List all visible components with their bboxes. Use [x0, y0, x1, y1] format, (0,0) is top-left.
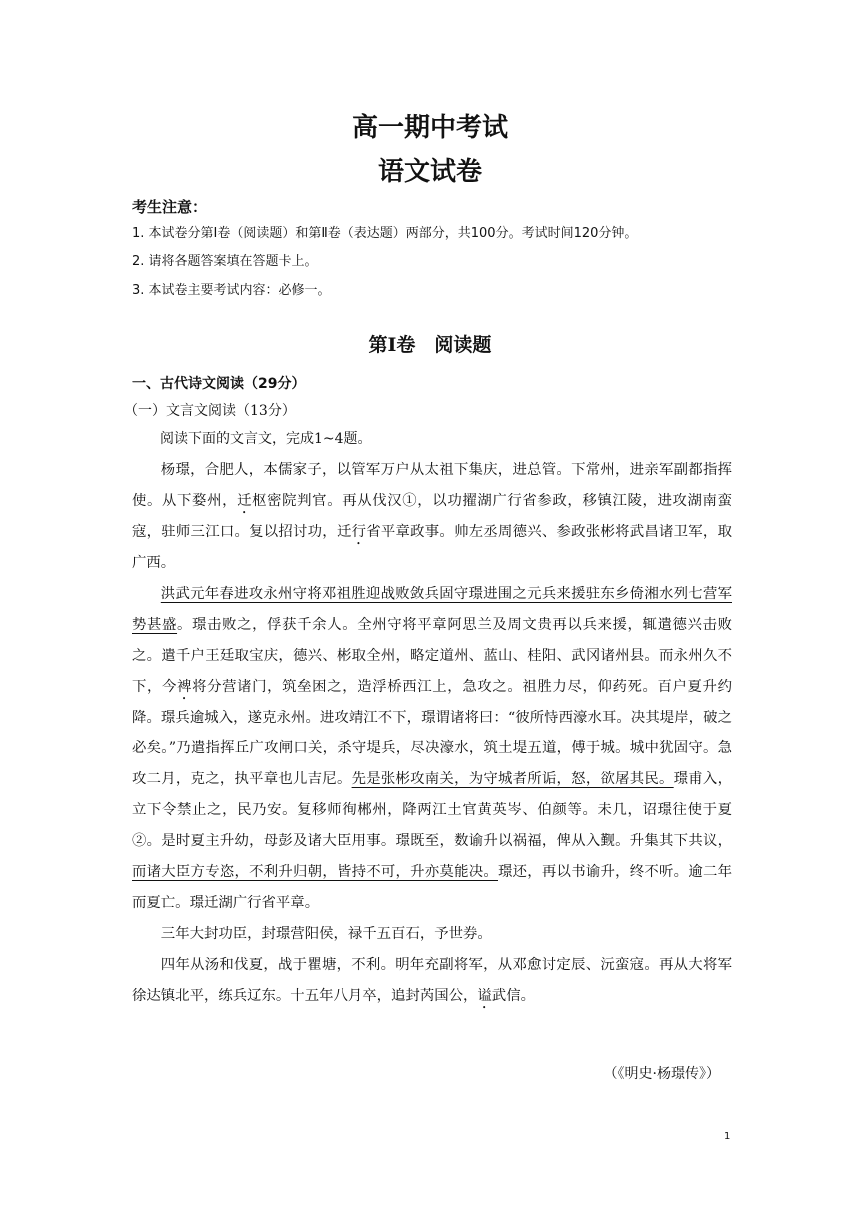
- dotted-char: 迁: [237, 492, 253, 509]
- passage-paragraph-4: [132, 950, 732, 1012]
- passage-text: 璟甫入，立下令禁止之，民乃安。复移师徇郴州，降两江土官黄英岑、伯颜等。未几，诏璟往使于夏②。是时夏主升幼，母彭及诸大臣用事。璟既至，数谕升以祸福，俾从入觐。升集其下共议，: [132, 771, 732, 850]
- classical-passage: [132, 455, 732, 1012]
- instruction-text: 阅读下面的文言文，完成1~4题。: [160, 431, 372, 447]
- passage-text: 四年从汤和伐夏，战于瞿塘，不利。明年充副将军，从邓愈讨定辰、沅蛮寇。再从大将军徐达镇北平，练兵辽东。十五年八月卒，追封芮国公，: [132, 956, 732, 1004]
- passage-paragraph-2: [132, 579, 732, 919]
- passage-text: 枢密院判官。再从伐汉①，以功擢湖广行省参政，移镇江陵，进攻湖南蛮寇，驻师三江口。复以招讨功，迁: [132, 492, 732, 540]
- passage-paragraph-3: 三年大封功臣，封璟营阳侯，禄千五百石，予世券。: [160, 925, 492, 942]
- dotted-char: 谥: [477, 987, 492, 1004]
- underlined-sentence-2: 先是张彬攻南关，为守城者所诟，怒，欲屠其民。: [351, 771, 674, 788]
- passage-source: （《明史·杨璟传》）: [603, 1066, 720, 1082]
- page-number: 1: [724, 1131, 731, 1142]
- notice-item-1: 1. 本试卷分第Ⅰ卷（阅读题）和第Ⅱ卷（表达题）两部分，共100分。考试时间120分钟。: [132, 226, 638, 241]
- exam-subtitle: 语文试卷: [377, 157, 482, 187]
- passage-text: 省平章政事。帅左丞周德兴、参政张彬将武昌诸卫军，取广西。: [132, 523, 732, 571]
- section-heading: 一、古代诗文阅读（29分）: [132, 376, 306, 392]
- passage-text: 将分营诸门，筑垒困之，造浮桥西江上，急攻之。祖胜力尽，仰药死。百户夏升约降。璟兵逾城入，遂克永州。进攻靖江不下，璟谓诸将曰：“彼所恃西濠水耳。决其堤岸，破之必矣。”乃遣指挥丘广攻闸口关，杀守堤兵，尽决濠水，筑土堤五道，傅于城。城中犹固守。急攻二月，克之，执平章也儿吉尼。: [132, 678, 732, 788]
- notice-heading: 考生注意：: [132, 198, 208, 216]
- notice-item-2: 2. 请将各题答案填在答题卡上。: [132, 254, 318, 269]
- exam-title: 高一期中考试: [351, 113, 508, 143]
- passage-text: 武信。: [491, 987, 535, 1004]
- passage-text: 璟还，再以书谕升，终不听。逾二年而夏亡。璟迁湖广行省平章。: [132, 864, 732, 911]
- passage-paragraph-1: [132, 455, 732, 579]
- underlined-sentence-1: 洪武元年春进攻永州守将邓祖胜迎战败敛兵固守璟进围之元兵来援驻东乡倚湘水列七营军势甚盛: [132, 585, 732, 633]
- dotted-char: 裨: [177, 678, 193, 695]
- notice-item-3: 3. 本试卷主要考试内容：必修一。: [132, 283, 331, 298]
- subsection-heading: （一）文言文阅读（13分）: [124, 403, 296, 419]
- passage-text: 。璟击败之，俘获千余人。全州守将平章阿思兰及周文贵再以兵来援，辄遣德兴击败之。遣千户王廷取宝庆，德兴、彬取全州，略定道州、蓝山、桂阳、武冈诸州县。而永州久不下，今: [132, 616, 732, 695]
- part-title: 第Ⅰ卷 阅读题: [368, 334, 492, 356]
- passage-text: 杨璟，合肥人，本儒家子，以管军万户从太祖下集庆，进总管。下常州，进亲军副都指挥使。从下婺州，: [132, 462, 732, 509]
- underlined-sentence-3: 而诸大臣方专恣，不利升归朝，皆持不可，升亦莫能决。: [132, 864, 498, 881]
- dotted-char: 行: [351, 523, 367, 540]
